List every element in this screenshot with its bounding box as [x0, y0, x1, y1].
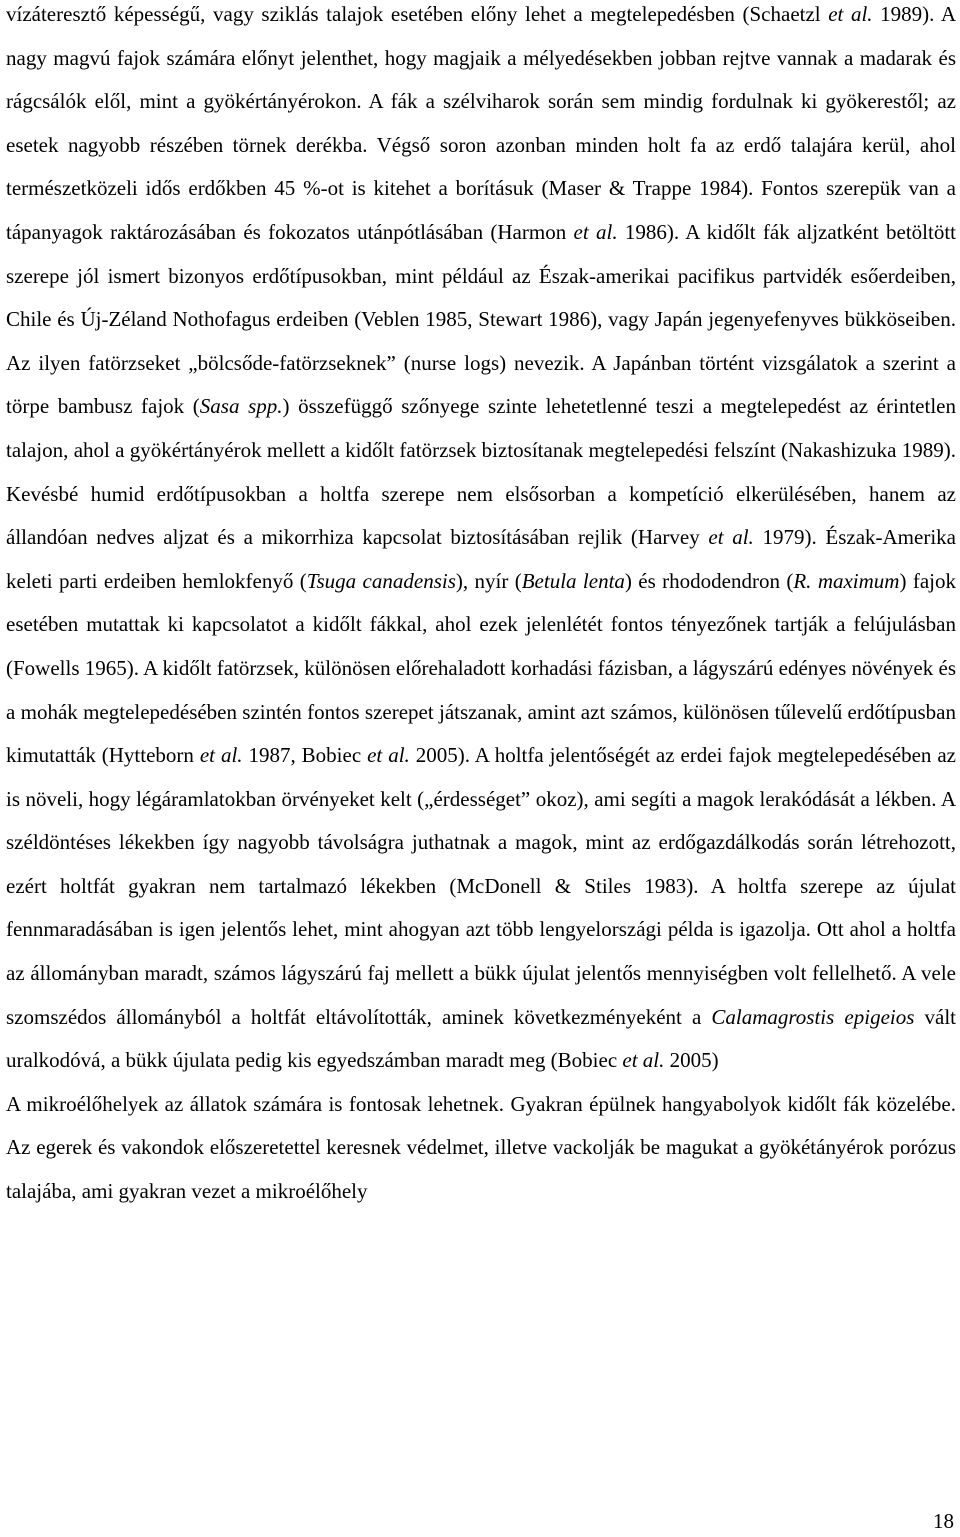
italic-text-span: et al. [367, 743, 410, 768]
text-span: ) fajok esetében mutattak ki kapcsolatot a kidőlt fákkal, ahol ezek jelenlétét fontos tényezőnek tartják a felújulásban (Fowells 1965). A kidőlt fatörzsek, különösen előrehaladott korhadási fázisban, a lágyszárú edényes növények és a mohák megtelepedésében szintén fontos szerepet játszanak, amint azt számos, különösen tűlevelű erdőtípusban kimutatták (Hytteborn [6, 568, 957, 768]
text-span: ) és rhododendron ( [624, 568, 794, 593]
italic-text-span: et al. [573, 219, 618, 244]
italic-text-span: et al. [708, 525, 754, 550]
italic-text-span: R. maximum [793, 568, 900, 593]
text-span: vált uralkodóvá, a bükk újulata pedig kis egyedszámban maradt meg (Bobiec [6, 1004, 957, 1073]
italic-text-span: et al. [199, 743, 243, 768]
text-span: A mikroélőhelyek az állatok számára is fontosak lehetnek. Gyakran épülnek hangyabolyok kidőlt fák közelébe. Az egerek és vakondok előszeretettel keresnek védelmet, illetve vackolják be magukat a gyökétányérok porózus talajába, ami gyakran vezet a mikroélőhely [6, 1091, 956, 1204]
paragraph-1 [6, 0, 956, 1083]
italic-text-span: et al. [828, 2, 873, 26]
text-span: ) összefüggő szőnyege szinte lehetetlenné teszi a megtelepedést az érintetlen talajon, ahol a gyökértányérok mellett a kidőlt fatörzsek biztosítanak megtelepedési felszínt (Nakashizuka 1989). Kevésbé humid erdőtípusokban a holtfa szerepe nem elsősorban a kompetíció elkerülésében, hanem az állandóan nedves aljzat és a mikorrhiza kapcsolat biztosításában rejlik (Harvey [6, 394, 956, 550]
paragraph-2 [6, 1083, 956, 1214]
body-text [6, 0, 956, 1214]
italic-text-span: Betula lenta [521, 568, 625, 593]
page-number: 18 [933, 1509, 954, 1533]
italic-text-span: Sasa spp. [199, 394, 283, 419]
italic-text-span: Calamagrostis epigeios [711, 1004, 915, 1029]
text-span: 1979). Észak-Amerika keleti parti erdeiben hemlokfenyő ( [6, 525, 956, 593]
text-span: vízáteresztő képességű, vagy sziklás talajok esetében előny lehet a megtelepedésben (Schaetzl [6, 2, 829, 26]
text-span: 2005) [664, 1048, 719, 1073]
italic-text-span: et al. [622, 1048, 665, 1073]
text-span: 1986). A kidőlt fák aljzatként betöltött szerepe jól ismert bizonyos erdőtípusokban, mint például az Észak-amerikai pacifikus partvidék esőerdeiben, Chile és Új-Zéland Nothofagus erdeiben (Veblen 1985, Stewart 1986), vagy Japán jegenyefenyves bükköseiben. Az ilyen fatörzseket „bölcsőde-fatörzseknek” (nurse logs) nevezik. A Japánban történt vizsgálatok a szerint a törpe bambusz fajok ( [6, 219, 956, 419]
text-span: 1987, Bobiec [242, 743, 368, 768]
text-span: 2005). A holtfa jelentőségét az erdei fajok megtelepedésében az is növeli, hogy légáramlatokban örvényeket kelt („érdességet” okoz), ami segíti a magok lerakódását a lékben. A széldöntéses lékekben így nagyobb távolságra juthatnak a magok, mint az erdőgazdálkodás során létrehozott, ezért holtfát gyakran nem tartalmazó lékekben (McDonell & Stiles 1983). A holtfa szerepe az újulat fennmaradásában is igen jelentős lehet, mint ahogyan azt több lengyelországi példa is igazolja. Ott ahol a holtfa az állományban maradt, számos lágyszárú faj mellett a bükk újulat jelentős mennyiségben volt fellelhető. A vele szomszédos állományból a holtfát eltávolították, aminek következményeként a [6, 743, 956, 1029]
text-span: 1989). A nagy magvú fajok számára előnyt jelenthet, hogy magjaik a mélyedésekben jobban rejtve vannak a madarak és rágcsálók elől, mint a gyökértányérokon. A fák a szélviharok során sem mindig fordulnak ki gyökerestől; az esetek nagyobb részében törnek derékba. Végső soron azonban minden holt fa az erdő talajára kerül, ahol természetközeli idős erdőkben 45 %-ot is kitehet a borításuk (Maser & Trappe 1984). Fontos szerepük van a tápanyagok raktározásában és fokozatos utánpótlásában (Harmon [6, 2, 956, 244]
italic-text-span: Tsuga canadensis [306, 568, 456, 593]
document-page [6, 0, 956, 1214]
text-span: ), nyír ( [455, 568, 522, 593]
